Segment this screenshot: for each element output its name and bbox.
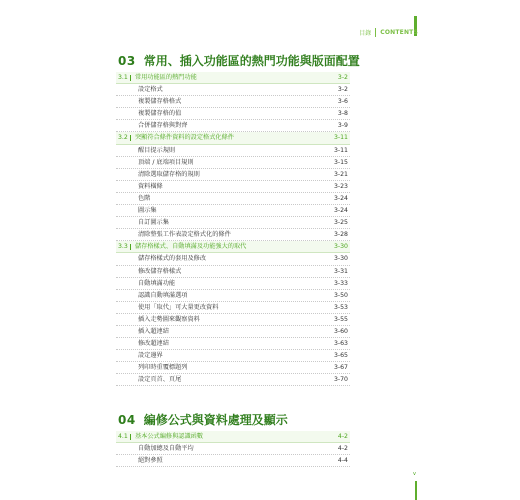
toc-page-ref: 3-8 — [337, 110, 348, 118]
toc-label: 儲存格樣式、自動填滿及功能強大的取代 — [135, 243, 247, 251]
section-divider — [130, 434, 131, 440]
toc-page-ref: 3-31 — [333, 267, 348, 275]
section-number: 3.2 — [118, 134, 128, 142]
toc-label: 常用功能區的熱門功能 — [135, 74, 197, 81]
toc-item-row[interactable] — [116, 169, 350, 181]
toc-label: 圖示集 — [138, 207, 157, 215]
toc-page-ref: 3-23 — [333, 182, 348, 190]
toc-label: 複製儲存格的值 — [138, 110, 182, 118]
toc-label: 清除選取儲存格的規則 — [138, 170, 200, 178]
toc-list — [116, 72, 350, 386]
toc-page-ref: 3-63 — [333, 340, 348, 348]
toc-label: 修改儲存格樣式 — [138, 267, 182, 275]
toc-item-row[interactable] — [116, 290, 350, 302]
toc-item-row[interactable] — [116, 338, 350, 350]
toc-label: 複製儲存格格式 — [138, 98, 182, 106]
chapter-number: 04 — [118, 413, 136, 427]
toc-item-row[interactable] — [116, 253, 350, 265]
chapter-title: 編修公式與資料處理及顯示 — [143, 413, 288, 427]
section-divider — [130, 75, 131, 81]
toc-page-ref: 3-11 — [333, 146, 348, 154]
footer-accent-bar — [415, 481, 417, 500]
toc-page-ref: 3-2 — [337, 86, 348, 94]
toc-label: 設定頁首、頁尾 — [138, 376, 182, 384]
toc-page-ref: 4-2 — [337, 445, 348, 453]
toc-item-row[interactable] — [116, 443, 350, 455]
toc-item-row[interactable] — [116, 145, 350, 157]
toc-label: 頂端 / 底端項目規則 — [138, 158, 194, 166]
toc-item-row[interactable] — [116, 108, 350, 120]
toc-label: 清除整張工作表設定格式化的條件 — [138, 231, 231, 239]
toc-item-row[interactable] — [116, 362, 350, 374]
section-number: 4.1 — [118, 433, 128, 440]
toc-section-row[interactable] — [116, 72, 350, 84]
toc-item-row[interactable] — [116, 266, 350, 278]
toc-page-ref: 4-4 — [337, 457, 348, 465]
toc-label: 資料橫條 — [138, 182, 163, 190]
toc-item-row[interactable] — [116, 157, 350, 169]
toc-page-ref: 3-2 — [337, 74, 348, 81]
toc-label: 認識自動填滿選項 — [138, 291, 188, 299]
toc-page-ref: 3-24 — [333, 207, 348, 215]
toc-item-row[interactable] — [116, 120, 350, 132]
toc-item-row[interactable] — [116, 217, 350, 229]
toc-item-row[interactable] — [116, 455, 350, 467]
toc-item-row[interactable] — [116, 193, 350, 205]
toc-item-row[interactable] — [116, 205, 350, 217]
toc-label: 插入超連結 — [138, 327, 169, 335]
toc-page-ref: 3-30 — [333, 255, 348, 263]
toc-item-row[interactable] — [116, 96, 350, 108]
toc-item-row[interactable] — [116, 278, 350, 290]
section-divider — [130, 244, 131, 250]
toc-label: 色階 — [138, 194, 151, 202]
toc-label: 修改超連結 — [138, 340, 169, 348]
toc-page-ref: 3-53 — [333, 303, 348, 311]
toc-page-ref: 4-2 — [337, 433, 348, 440]
toc-page-ref: 3-28 — [333, 231, 348, 239]
toc-label: 合併儲存格與對齊 — [138, 122, 188, 130]
toc-label: 絕對參照 — [138, 457, 163, 465]
toc-page-ref: 3-67 — [333, 364, 348, 372]
toc-label: 自動填滿功能 — [138, 279, 176, 287]
toc-item-row[interactable] — [116, 326, 350, 338]
section-number: 3.1 — [118, 74, 128, 81]
toc-page-ref: 3-24 — [333, 194, 348, 202]
toc-page-ref: 3-60 — [333, 327, 348, 335]
chapter-heading — [118, 52, 360, 69]
toc-page-ref: 3-55 — [333, 315, 348, 323]
toc-label: 突顯符合條件資料的設定格式化條件 — [135, 134, 234, 142]
toc-page-ref: 3-25 — [333, 219, 348, 227]
toc-item-row[interactable] — [116, 229, 350, 241]
toc-item-row[interactable] — [116, 84, 350, 96]
chapter-heading — [118, 411, 288, 428]
toc-label: 設定格式 — [138, 86, 163, 94]
header-separator — [375, 28, 376, 37]
toc-item-row[interactable] — [116, 314, 350, 326]
toc-label: 列印時重覆標題列 — [138, 364, 188, 372]
toc-page-ref: 3-9 — [337, 122, 348, 130]
header-zh-label: 目錄 — [359, 29, 372, 37]
toc-label: 插入走勢圖來觀察資料 — [138, 315, 200, 323]
toc-section-row[interactable] — [116, 132, 350, 144]
toc-section-row[interactable] — [116, 241, 350, 253]
toc-page-ref: 3-65 — [333, 352, 348, 360]
toc-label: 儲存格樣式的套用及修改 — [138, 255, 207, 263]
section-divider — [130, 135, 131, 141]
section-number: 3.3 — [118, 243, 128, 251]
toc-page-ref: 3-11 — [333, 134, 348, 142]
toc-section-row[interactable] — [116, 431, 350, 443]
chapter-title: 常用、插入功能區的熱門功能與版面配置 — [143, 54, 360, 68]
chapter-number: 03 — [118, 54, 136, 68]
toc-page-ref: 3-15 — [333, 158, 348, 166]
page-number: v — [413, 471, 416, 477]
toc-page-ref: 3-50 — [333, 291, 348, 299]
toc-label: 基本公式編修與認識函數 — [135, 433, 204, 440]
toc-page-ref: 3-21 — [333, 170, 348, 178]
toc-page-ref: 3-70 — [333, 376, 348, 384]
toc-item-row[interactable] — [116, 181, 350, 193]
toc-page-ref: 3-30 — [333, 243, 348, 251]
toc-label: 設定邊界 — [138, 352, 163, 360]
toc-label: 使用「取代」可大量更改資料 — [138, 303, 219, 311]
toc-item-row[interactable] — [116, 350, 350, 362]
toc-list — [116, 431, 350, 467]
header-tab — [359, 27, 418, 37]
toc-page-ref: 3-6 — [337, 98, 348, 106]
toc-label: 自動加總及自動平均 — [138, 445, 194, 453]
toc-label: 醒目提示規則 — [138, 146, 176, 154]
toc-page-ref: 3-33 — [333, 279, 348, 287]
toc-label: 自訂圖示集 — [138, 219, 169, 227]
toc-item-row[interactable] — [116, 302, 350, 314]
header-en-label: CONTENTS — [380, 28, 418, 36]
toc-item-row[interactable] — [116, 374, 350, 386]
